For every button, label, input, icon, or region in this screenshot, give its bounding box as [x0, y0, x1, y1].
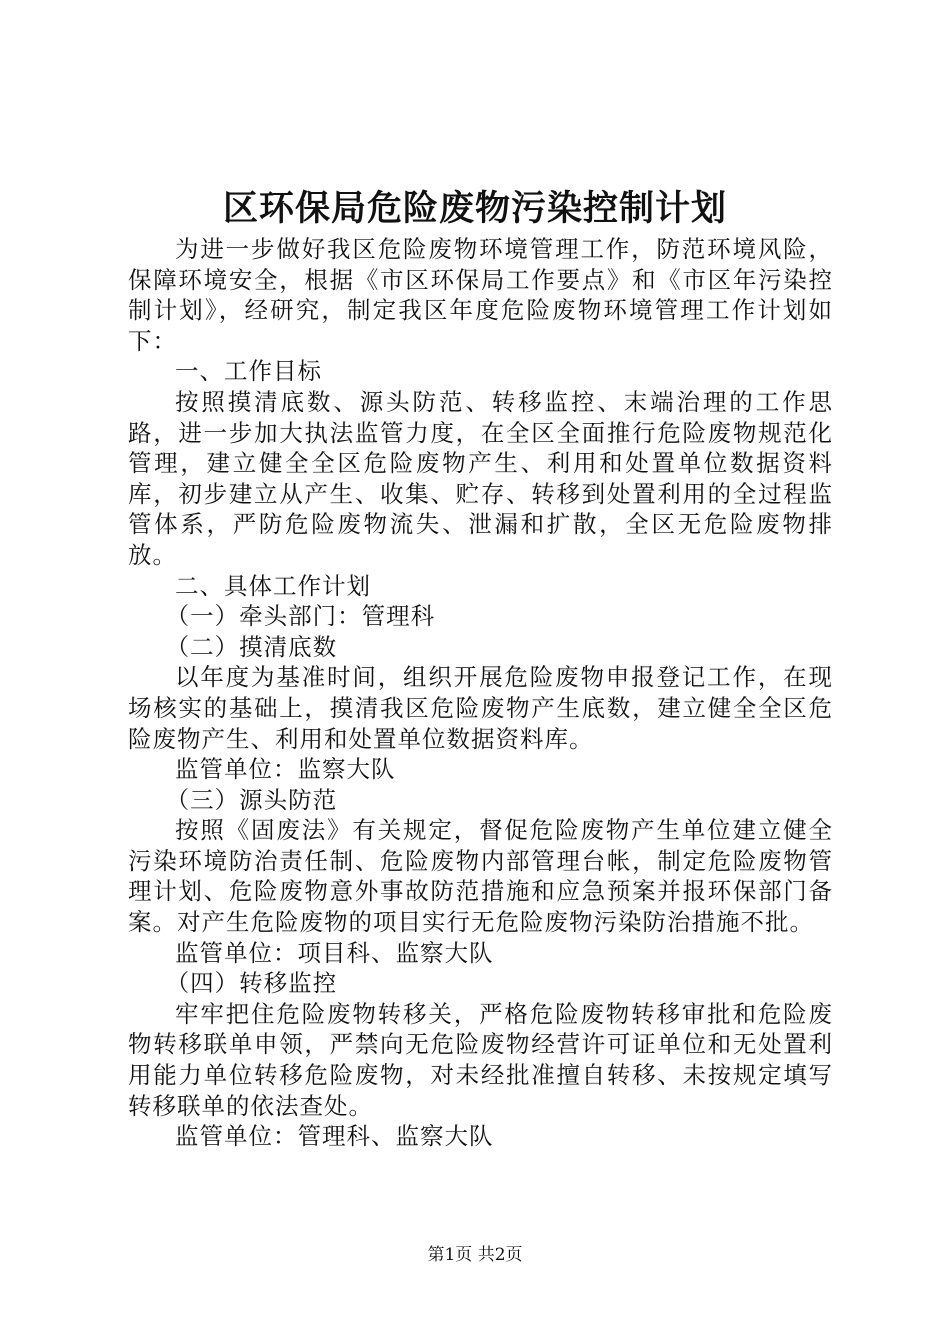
section-heading: 一、工作目标 [175, 357, 322, 386]
paragraph: 按照摸清底数、源头防范、转移监控、末端治理的工作思路，进一步加大执法监管力度，在全区全面推行危险废物规范化管理，建立健全全区危险废物产生、利用和处置单位数据资料库，初步建立从产生、收集、贮存、转移到处置利用的全过程监管体系，严防危险废物流失、泄漏和扩散，全区无危险废物排放。 [128, 387, 833, 569]
subsection-heading: （四）转移监控 [165, 969, 338, 998]
paragraph: 以年度为基准时间，组织开展危险废物申报登记工作，在现场核实的基础上，摸清我区危险废物产生底数，建立健全全区危险废物产生、利用和处置单位数据资料库。 [128, 663, 833, 753]
paragraph: 为进一步做好我区危险废物环境管理工作，防范环境风险，保障环境安全，根据《市区环保局工作要点》和《市区年污染控制计划》，经研究，制定我区年度危险废物环境管理工作计划如下： [128, 235, 833, 355]
subsection-heading: （三）源头防范 [165, 785, 338, 814]
paragraph: 牢牢把住危险废物转移关，严格危险废物转移审批和危险废物转移联单申领，严禁向无危险废物经营许可证单位和无处置利用能力单位转移危险废物，对未经批准擅自转移、未按规定填写转移联单的依法查处。 [128, 999, 833, 1120]
document-body [128, 234, 833, 1152]
subsection-heading: （二）摸清底数 [165, 632, 338, 661]
supervising-unit: 监管单位：监察大队 [175, 755, 396, 784]
supervising-unit: 监管单位：项目科、监察大队 [175, 938, 494, 967]
page-footer: 第1页 共2页 [427, 1245, 523, 1265]
paragraph: 按照《固废法》有关规定，督促危险废物产生单位建立健全污染环境防治责任制、危险废物内部管理台帐，制定危险废物管理计划、危险废物意外事故防范措施和应急预案并报环保部门备案。对产生危险废物的项目实行无危险废物污染防治措施不批。 [128, 816, 833, 937]
subsection-heading: （一）牵头部门：管理科 [165, 602, 436, 631]
supervising-unit: 监管单位：管理科、监察大队 [175, 1122, 494, 1151]
document-title: 区环保局危险废物污染控制计划 [222, 188, 727, 229]
section-heading: 二、具体工作计划 [175, 571, 371, 600]
